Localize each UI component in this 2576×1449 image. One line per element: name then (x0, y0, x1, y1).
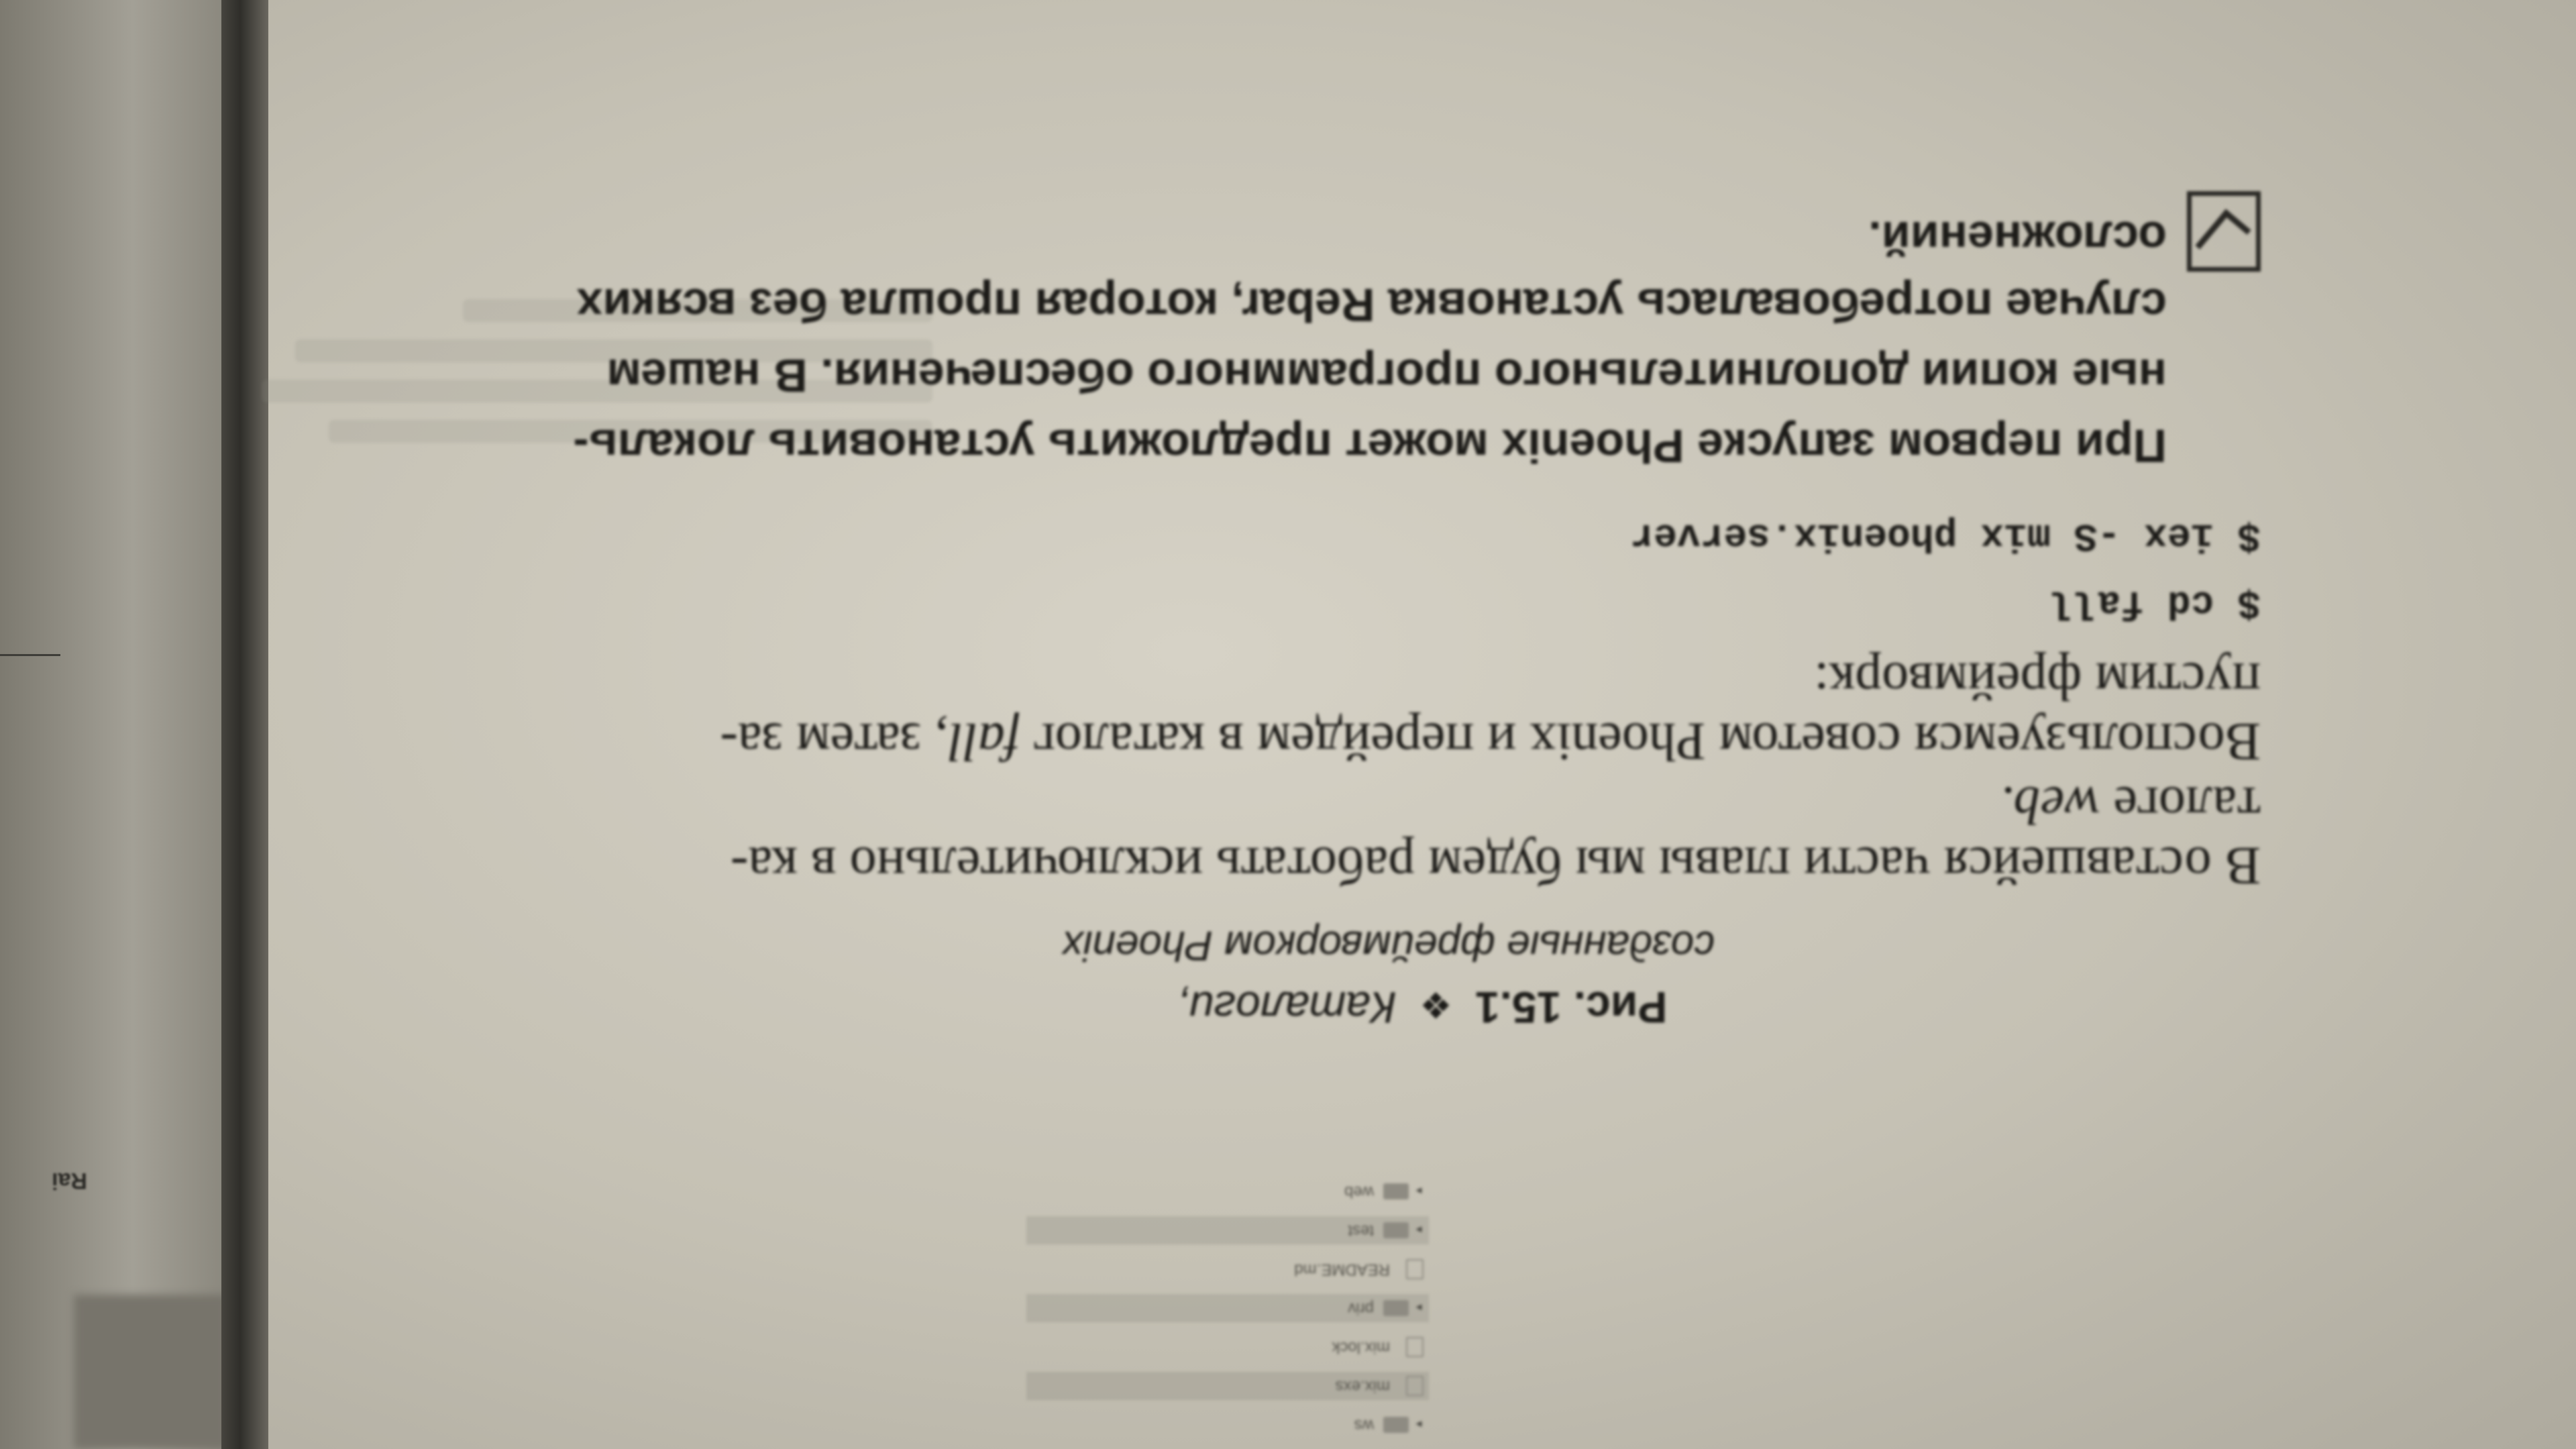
italic-text-run: fall (948, 712, 1020, 771)
tree-row-readme (1026, 1255, 1429, 1283)
note-line-1: При первом запуске Phoenix может предложить установить локаль- (573, 420, 2167, 472)
text-run: талоге (2100, 775, 2261, 835)
left-page-rule (0, 654, 60, 656)
tree-row-ws (1026, 1411, 1429, 1439)
left-page-shadow (74, 1295, 228, 1449)
left-page-tab-label: Rai (52, 1168, 87, 1193)
tree-label: test (1348, 1222, 1374, 1240)
left-facing-page (0, 0, 221, 1449)
caption-text-line2: созданные фреймворком Phoenix (1062, 922, 1715, 969)
file-icon (1406, 1259, 1424, 1279)
code-line-1: $ cd fall (2050, 580, 2261, 624)
page-content-upside-down (268, 0, 2576, 1449)
note-line-3: случае потребовалась установка Rebar, которая прошла без всяких (576, 279, 2167, 331)
file-icon (1406, 1337, 1424, 1357)
paragraph-1-line-2 (275, 775, 2261, 835)
italic-text-run: web. (2000, 775, 2100, 835)
tree-label: priv (1348, 1299, 1374, 1318)
tree-row-mix-exs (1026, 1372, 1429, 1400)
tree-label: mix.lock (1332, 1338, 1390, 1356)
note-line-2: ные копии дополнительного программного обеспечения. В нашем (606, 350, 2167, 402)
tree-label: mix.exs (1335, 1377, 1390, 1395)
expand-arrow-icon: ▸ (1415, 1185, 1422, 1199)
expand-arrow-icon: ▸ (1415, 1418, 1422, 1432)
figure-number: Рис. 15.1 (1475, 983, 1668, 1032)
book-page (268, 0, 2576, 1449)
figure-caption (986, 982, 1858, 1033)
folder-icon (1383, 1183, 1409, 1199)
text-run: Воспользуемся советом Phoenix и перейдем в каталог (1020, 712, 2261, 771)
caption-separator-icon: ❖ (1419, 984, 1452, 1024)
tree-row-test (1026, 1216, 1429, 1244)
folder-icon (1383, 1300, 1409, 1316)
text-run: , затем за- (720, 712, 949, 771)
code-line-2: $ iex -S mix phoenix.server (1630, 513, 2261, 557)
tree-label: README.md (1294, 1260, 1390, 1279)
tree-row-priv (1026, 1294, 1429, 1322)
folder-icon (1383, 1222, 1409, 1238)
directory-tree-figure (1013, 1144, 1429, 1439)
paragraph-1-line-1: В оставшейся части главы мы будем работать исключительно в ка- (731, 836, 2261, 895)
expand-arrow-icon: ▸ (1415, 1301, 1422, 1316)
tree-row-mix-lock (1026, 1333, 1429, 1361)
checkmark-icon (2187, 191, 2261, 272)
book-gutter (221, 0, 268, 1449)
expand-arrow-icon: ▸ (1415, 1224, 1422, 1238)
paragraph-2-line-1 (275, 712, 2261, 771)
caption-text-line1: Каталоги, (1177, 983, 1397, 1032)
folder-icon (1383, 1417, 1409, 1433)
checkmark-glyph (2196, 209, 2251, 267)
tree-row-web (1026, 1177, 1429, 1205)
tree-label: web (1344, 1183, 1374, 1201)
note-line-4: осложнений. (1868, 212, 2167, 264)
tree-label: ws (1354, 1416, 1374, 1434)
file-icon (1406, 1376, 1424, 1396)
paragraph-2-line-2: пустим фреймворк: (1814, 651, 2261, 710)
